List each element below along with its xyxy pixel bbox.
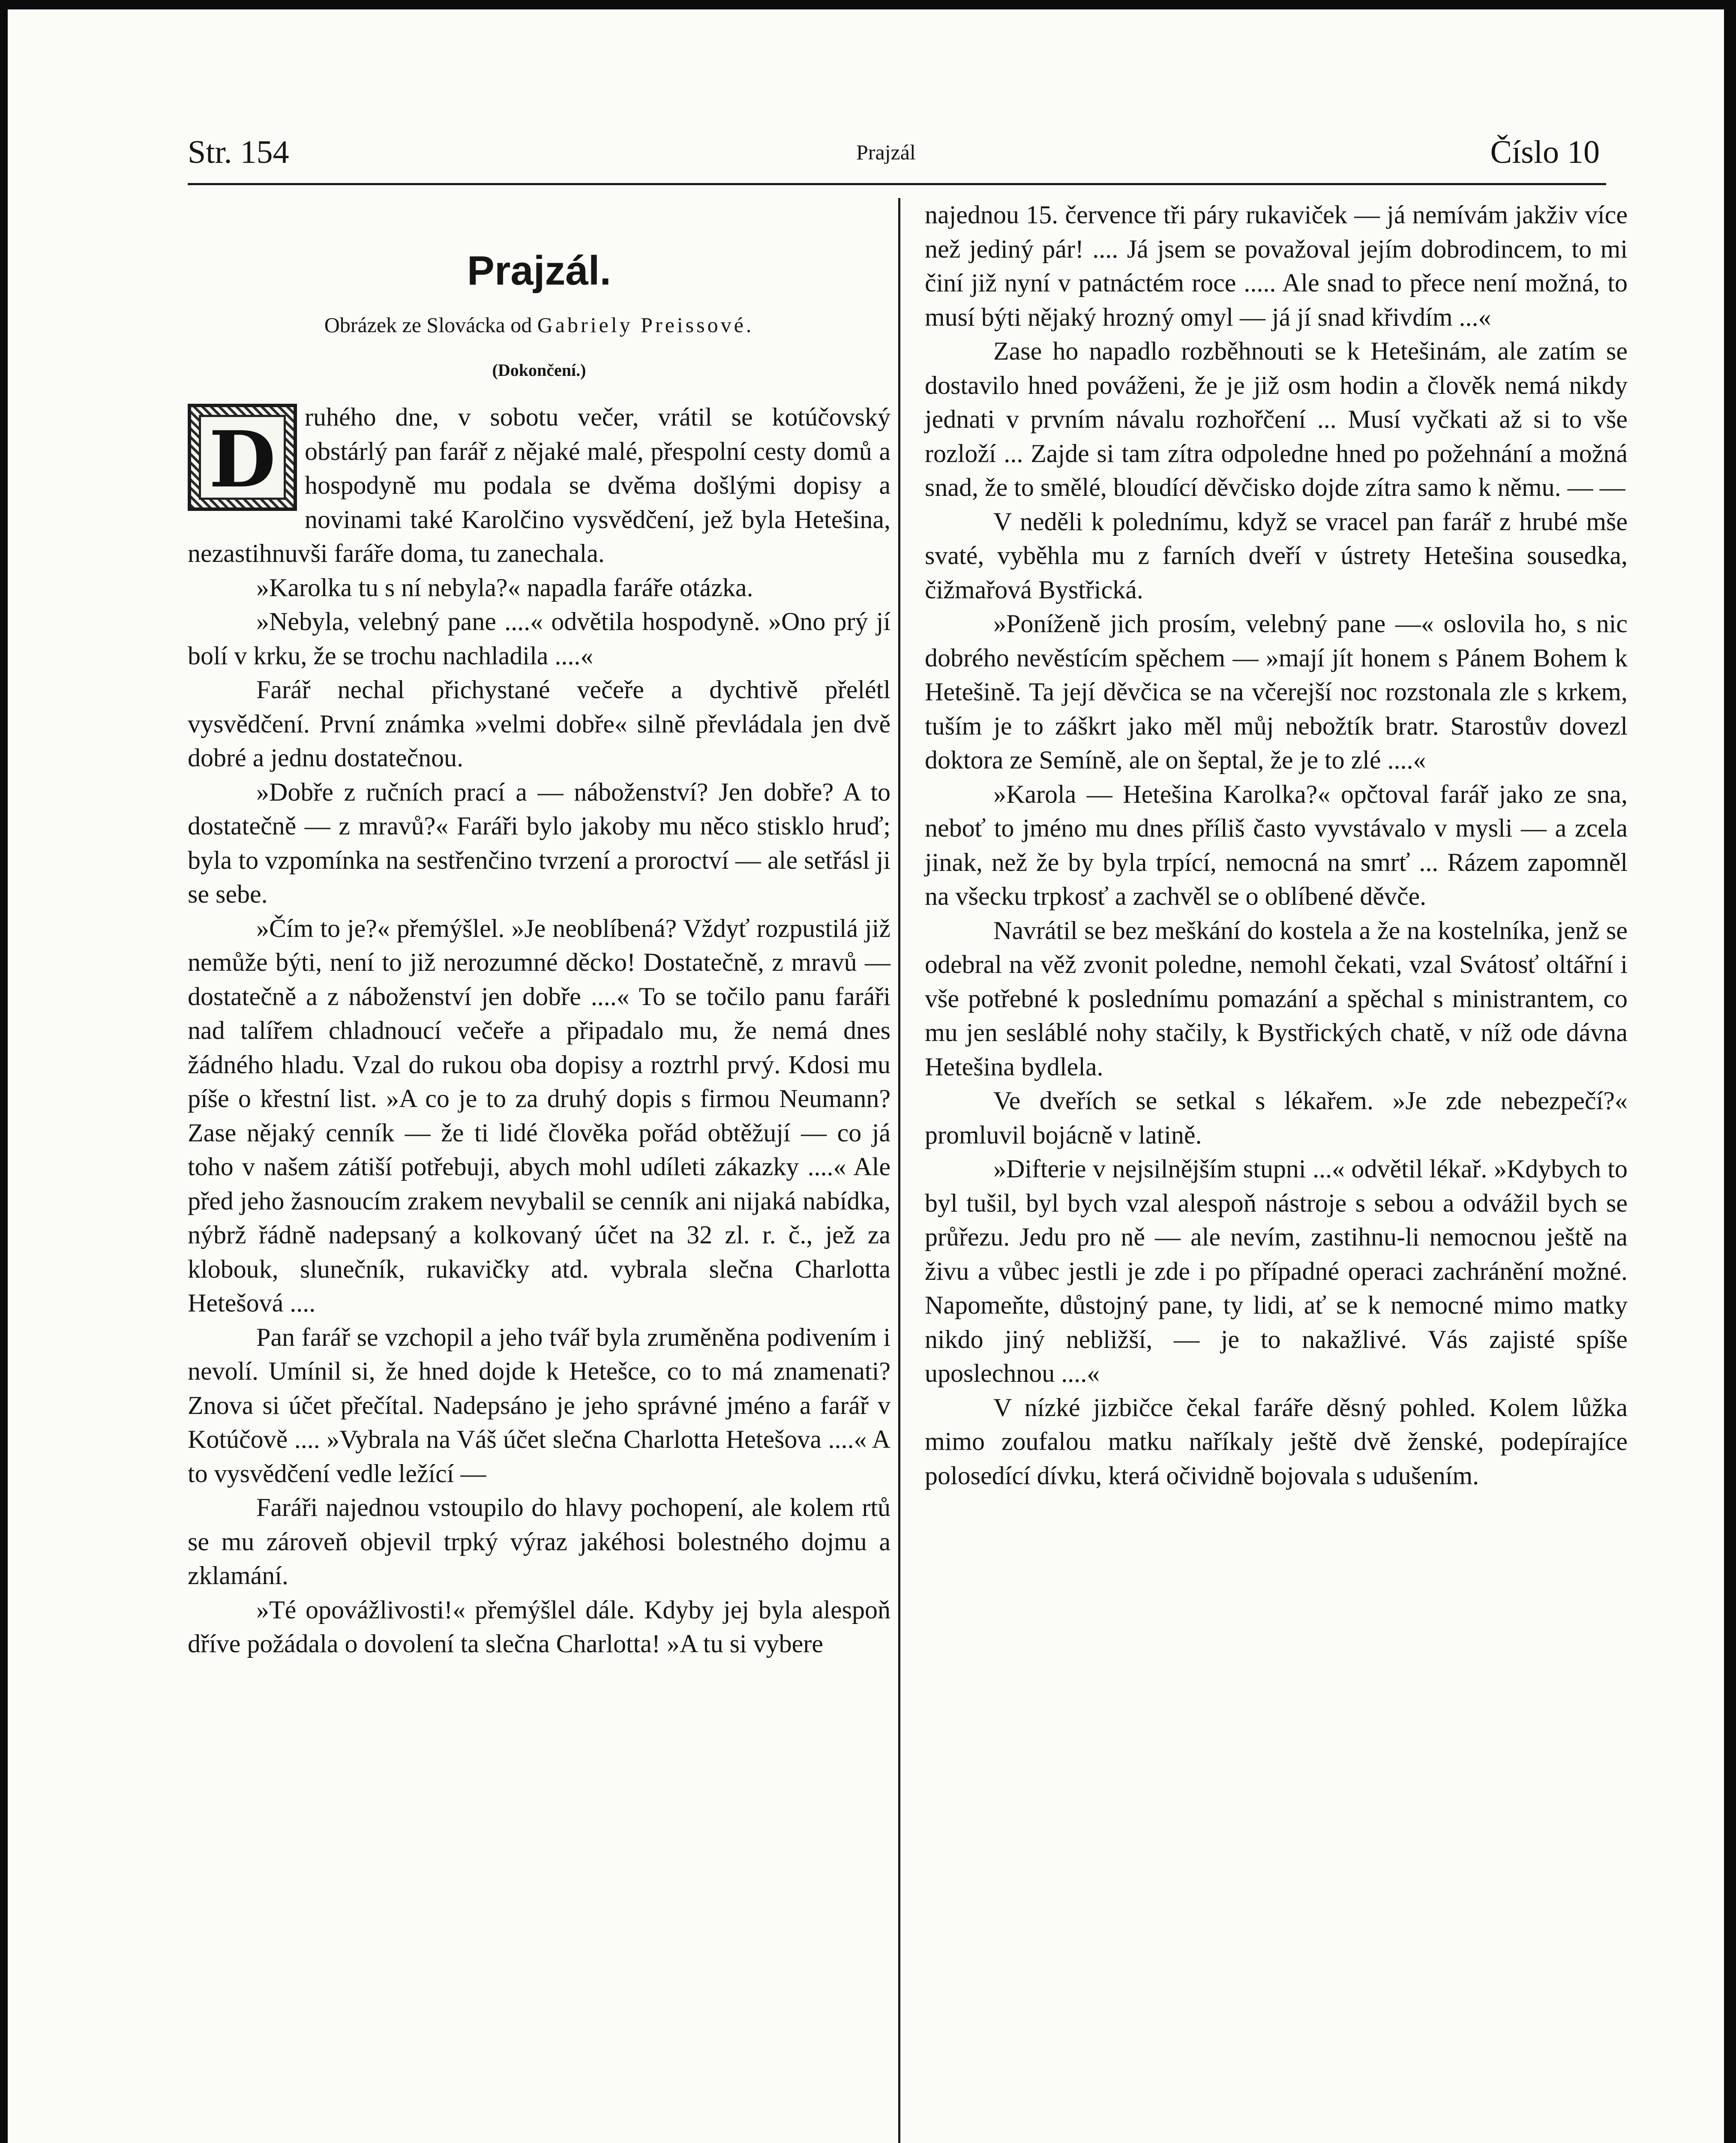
paragraph: Ve dveřích se setkal s lékařem. »Je zde nebezpečí?« promluvil bojácně v latině. [925, 1087, 1628, 1149]
continuation-note: (Dokončení.) [492, 360, 586, 380]
paragraph: najednou 15. července tři páry rukaviček — já nemívám jakživ více než jediný pár! .... Já jsem se považoval jejím dobrodincem, to mi činí již nyní v patnáctém roce ..... Ale snad to přece není možná, to musí býti nějaký hrozný omyl — já jí snad křivdím ...« [925, 201, 1628, 331]
running-title: Prajzál [856, 140, 916, 164]
paragraph: »Dobře z ručních prací a — náboženství? Jen dobře? A to dostatečně — z mravů?« Faráři bylo jakoby mu něco stisklo hruď; byla to vzpomínka na sestřenčino tvrzení a proroctví — ale setřásl ji se sebe. [188, 777, 890, 908]
paragraph-text: ruhého dne, v sobotu večer, vrátil se kotúčovský obstárlý pan farář z nějaké malé, přespolní cesty domů a hospodyně mu podala se dvěma došlými dopisy a novinami také Karolčino vysvědčení, jež byla Hetešina, nezastihnuvši faráře doma, tu zanechala. [188, 403, 890, 567]
header-rule [188, 183, 1606, 185]
column-divider [898, 198, 900, 2143]
issue-number: Číslo 10 [1490, 134, 1600, 170]
right-column [925, 198, 1628, 1493]
paragraph: »Karola — Hetešina Karolka?« opčtoval farář jako ze sna, neboť to jméno mu dnes příliš často vyvstávalo v mysli — a zcela jinak, než že by byla trpící, nemocná na smrť ... Rázem zapomněl na všecku trpkosť a zachvěl se o oblíbené děvče. [925, 780, 1628, 910]
article-author: Gabriely Preissové. [537, 313, 754, 337]
paragraph: V neděli k polednímu, když se vracel pan farář z hrubé mše svaté, vyběhla mu z farních dveří v ústrety Hetešina sousedka, čižmařová Bystřická. [925, 507, 1628, 604]
paragraph: »Poníženě jich prosím, velebný pane —« oslovila ho, s nic dobrého nevěstícím spěchem — »mají jít honem s Pánem Bohem k Hetešině. Ta její děvčica se na včerejší noc rozstonala zle s krkem, tuším je to záškrt jako měl můj nebožtík bratr. Starostův dovezl doktora ze Semíně, ale on šeptal, že je to zlé ....« [925, 609, 1628, 774]
page-number: Str. 154 [188, 134, 289, 170]
left-column [188, 198, 890, 1661]
paragraph: Faráři najednou vstoupilo do hlavy pochopení, ale kolem rtů se mu zároveň objevil trpký výraz jakéhosi bolestného dojmu a zklamání. [188, 1493, 890, 1590]
paragraph: Pan farář se vzchopil a jeho tvář byla zruměněna podivením i nevolí. Umínil si, že hned dojde k Hetešce, co to má znamenati? Znova si účet přečítal. Nadepsáno je jeho správné jméno a farář v Kotúčově .... »Vybrala na Váš účet slečna Charlotta Hetešova ....« A to vysvědčení vedle ležící — [188, 1323, 890, 1488]
paragraph [188, 400, 890, 571]
paragraph: »Čím to je?« přemýšlel. »Je neoblíbená? Vždyť rozpustilá již nemůže býti, není to již nerozumné děcko! Dostatečně, z mravů — dostatečně a z náboženství jen dobře ....« To se točilo panu faráři nad talířem chladnoucí večeře a připadalo mu, že nemá dnes žádného hladu. Vzal do rukou oba dopisy a roztrhl prvý. Kdosi mu píše o křestní list. »A co je to za druhý dopis s firmou Neumann? Zase nějaký cenník — že ti lidé člověka pořád obtěžují — co já toho v našem zátiší potřebuji, abych mohl udíleti zákazky ....« Ale před jeho žasnoucím zrakem nevybalil se cenník ani nijaká nabídka, nýbrž řádně nadepsaný a kolkovaný účet na 32 zl. r. č., jež za klobouk, slunečník, rukavičky atd. vybrala slečna Charlotta Hetešová .... [188, 914, 890, 1317]
article-title: Prajzál. [467, 248, 612, 294]
paragraph: »Té opovážlivosti!« přemýšlel dále. Kdyby jej byla alespoň dříve požádala o dovolení ta slečna Charlotta! »A tu si vybere [188, 1595, 890, 1658]
subtitle-prefix: Obrázek ze Slovácka od [324, 313, 532, 337]
dropcap-letter: D [199, 415, 286, 500]
paragraph: Farář nechal přichystané večeře a dychtivě přelétl vysvědčení. První známka »velmi dobře« silně převládala jen dvě dobré a jednu dostatečnou. [188, 675, 890, 772]
paragraph: »Nebyla, velebný pane ....« odvětila hospodyně. »Ono prý jí bolí v krku, že se trochu nachladila ....« [188, 607, 890, 670]
paragraph: »Karolka tu s ní nebyla?« napadla faráře otázka. [256, 573, 753, 602]
running-header [8, 134, 1724, 185]
paragraph: V nízké jizbičce čekal faráře děsný pohled. Kolem lůžka mimo zoufalou matku naříkaly ještě dvě ženské, podepírajíce polosedící dívku, která očividně bojovala s udušením. [925, 1393, 1628, 1490]
article-subtitle [188, 309, 890, 340]
page [8, 9, 1724, 2143]
paragraph: Navrátil se bez meškání do kostela a že na kostelníka, jenž se odebral na věž zvonit poledne, nemohl čekati, vzal Svátosť oltářní i vše potřebné k poslednímu pomazání a spěchal s ministrantem, co mu jen sesláblé nohy stačily, k Bystřických chatě, v níž ode dávna Hetešina bydlela. [925, 916, 1628, 1081]
paragraph: »Difterie v nejsilnějším stupni ...« odvětil lékař. »Kdybych to byl tušil, byl bych vzal alespoň nástroje s sebou a odvážil bych se průřezu. Jedu pro ně — ale nevím, zastihnu-li nemocnou ještě na živu a vůbec jestli je zde i po případné operaci zachránění možné. Napomeňte, důstojný pane, ty lidi, ať se k nemocné mimo matky nikdo jiný nebližší, — je to nakažlivé. Vás zajisté spíše uposlechnou ....« [925, 1155, 1628, 1387]
article-heading [188, 245, 890, 383]
paragraph: Zase ho napadlo rozběhnouti se k Hetešinám, ale zatím se dostavilo hned pováženi, že je již osm hodin a člověk nemá nikdy jednati v prvním návalu rozhořčení ... Musí vyčkati až si to vše rozloží ... Zajde si tam zítra odpoledne hned po požehnání a možná snad, že to smělé, bloudící děvčisko dojde zítra samo k němu. — — [925, 337, 1628, 501]
ornamental-initial [188, 404, 297, 511]
